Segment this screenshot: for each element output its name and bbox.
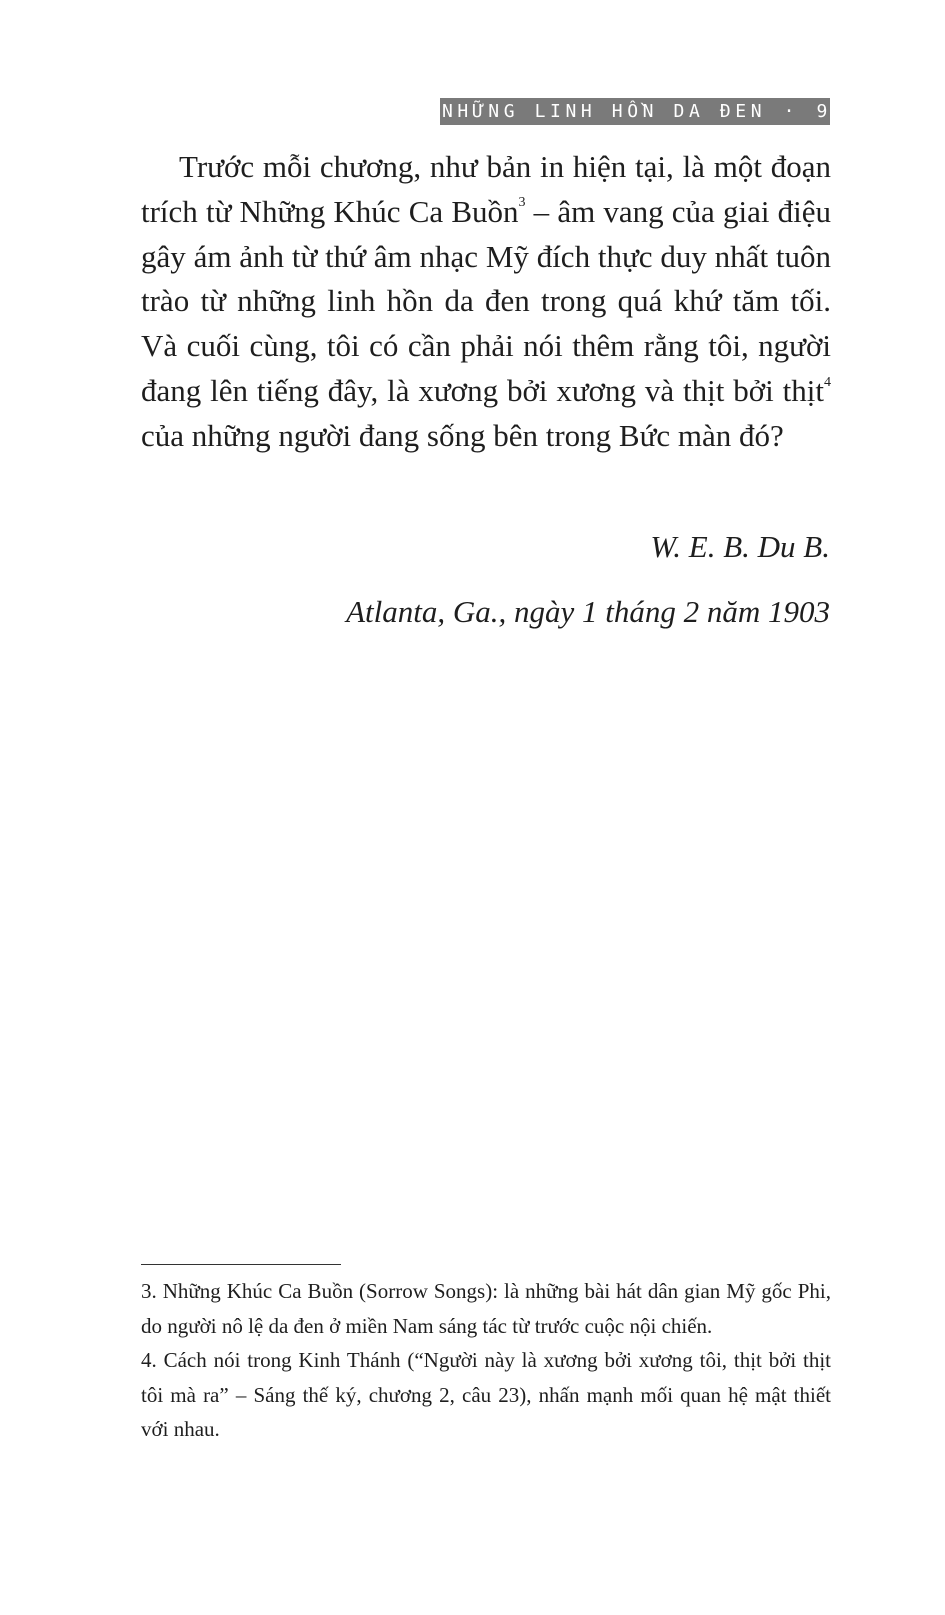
- body-text-segment-3: của những người đang sống bên trong Bức màn đó?: [141, 417, 784, 453]
- place-date: Atlanta, Ga., ngày 1 tháng 2 năm 1903: [346, 594, 830, 629]
- footnote-divider: [141, 1264, 341, 1265]
- body-paragraph: [141, 145, 831, 459]
- header-separator: ·: [783, 101, 800, 122]
- body-text-segment-2: – âm vang của giai điệu gây ám ảnh từ thứ âm nhạc Mỹ đích thực duy nhất tuôn trào từ những linh hồn da đen trong quá khứ tăm tối. Và cuối cùng, tôi có cần phải nói thêm rằng tôi, người đang lên tiếng đây, là xương bởi xương và thịt bởi thịt: [141, 193, 831, 408]
- running-title: NHỮNG LINH HỒN DA ĐEN: [442, 101, 767, 122]
- running-header: [440, 98, 830, 125]
- body-text-segment-1: Trước mỗi chương, như bản in hiện tại, là một đoạn trích từ Những Khúc Ca Buồn: [141, 149, 831, 229]
- page-number: 9: [816, 101, 832, 122]
- footnote-3: 3. Những Khúc Ca Buồn (Sorrow Songs): là những bài hát dân gian Mỹ gốc Phi, do người nô lệ da đen ở miền Nam sáng tác từ trước cuộc nội chiến.: [141, 1279, 831, 1338]
- author-signature: W. E. B. Du B.: [650, 529, 830, 564]
- footnote-4: 4. Cách nói trong Kinh Thánh (“Người này là xương bởi xương tôi, thịt bởi thịt tôi mà ra” – Sáng thế ký, chương 2, câu 23), nhấn mạnh mối quan hệ mật thiết với nhau.: [141, 1348, 831, 1441]
- footnotes: [141, 1274, 831, 1447]
- footnote-ref-3: 3: [518, 195, 526, 211]
- footnote-ref-4: 4: [824, 374, 831, 390]
